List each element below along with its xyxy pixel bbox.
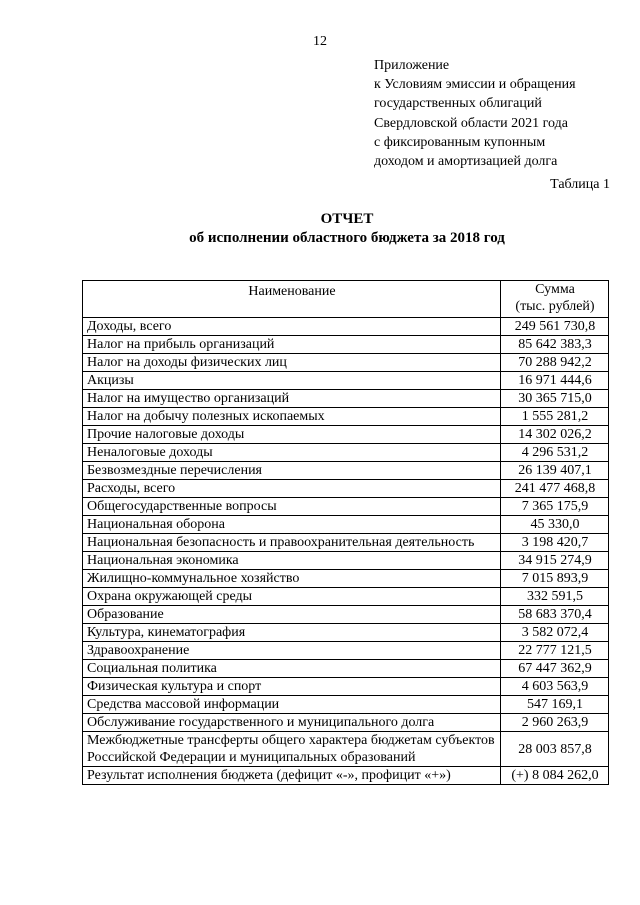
row-sum: 332 591,5 bbox=[501, 588, 609, 606]
table-row bbox=[83, 498, 609, 516]
table-row bbox=[83, 606, 609, 624]
row-sum: 26 139 407,1 bbox=[501, 462, 609, 480]
row-name: Национальная безопасность и правоохранительная деятельность bbox=[83, 534, 501, 552]
header-name: Наименование bbox=[83, 281, 501, 318]
row-name: Расходы, всего bbox=[83, 480, 501, 498]
row-name: Неналоговые доходы bbox=[83, 444, 501, 462]
table-row bbox=[83, 552, 609, 570]
row-name: Прочие налоговые доходы bbox=[83, 426, 501, 444]
table-row bbox=[83, 642, 609, 660]
row-name: Охрана окружающей среды bbox=[83, 588, 501, 606]
row-name: Жилищно-коммунальное хозяйство bbox=[83, 570, 501, 588]
row-sum: 30 365 715,0 bbox=[501, 390, 609, 408]
appendix-line: доходом и амортизацией долга bbox=[374, 154, 558, 170]
row-name: Налог на доходы физических лиц bbox=[83, 354, 501, 372]
budget-table bbox=[82, 280, 609, 785]
table-row bbox=[83, 588, 609, 606]
report-title-block bbox=[0, 210, 640, 248]
table-row bbox=[83, 480, 609, 498]
table-row bbox=[83, 390, 609, 408]
appendix-line: к Условиям эмиссии и обращения bbox=[374, 77, 576, 93]
table-row bbox=[83, 678, 609, 696]
table-row bbox=[83, 732, 609, 767]
appendix-line: с фиксированным купонным bbox=[374, 134, 546, 150]
table-row bbox=[83, 462, 609, 480]
table-row bbox=[83, 570, 609, 588]
table-row bbox=[83, 696, 609, 714]
row-sum: 3 198 420,7 bbox=[501, 534, 609, 552]
row-sum: 70 288 942,2 bbox=[501, 354, 609, 372]
report-subtitle: об исполнении областного бюджета за 2018 год bbox=[189, 230, 505, 246]
table-row bbox=[83, 767, 609, 785]
report-title: ОТЧЕТ bbox=[320, 211, 374, 227]
table-row bbox=[83, 354, 609, 372]
row-sum: 22 777 121,5 bbox=[501, 642, 609, 660]
table-body bbox=[83, 318, 609, 785]
row-sum: 1 555 281,2 bbox=[501, 408, 609, 426]
table-row bbox=[83, 318, 609, 336]
row-name: Налог на имущество организаций bbox=[83, 390, 501, 408]
row-name: Физическая культура и спорт bbox=[83, 678, 501, 696]
table-row bbox=[83, 714, 609, 732]
table-row bbox=[83, 534, 609, 552]
appendix-line: Приложение bbox=[374, 58, 450, 73]
table-row bbox=[83, 516, 609, 534]
row-sum: 7 365 175,9 bbox=[501, 498, 609, 516]
row-name: Обслуживание государственного и муниципального долга bbox=[83, 714, 501, 732]
table-row bbox=[83, 408, 609, 426]
row-name: Доходы, всего bbox=[83, 318, 501, 336]
row-sum: 2 960 263,9 bbox=[501, 714, 609, 732]
page-number: 12 bbox=[313, 34, 327, 49]
table-row bbox=[83, 624, 609, 642]
row-name: Акцизы bbox=[83, 372, 501, 390]
row-sum: (+) 8 084 262,0 bbox=[501, 767, 609, 785]
table-row bbox=[83, 336, 609, 354]
row-name: Национальная оборона bbox=[83, 516, 501, 534]
row-sum: 58 683 370,4 bbox=[501, 606, 609, 624]
appendix-line: Свердловской области 2021 года bbox=[374, 115, 568, 131]
row-name: Образование bbox=[83, 606, 501, 624]
row-name: Культура, кинематография bbox=[83, 624, 501, 642]
header-sum: Сумма (тыс. рублей) bbox=[501, 281, 609, 318]
row-name: Общегосударственные вопросы bbox=[83, 498, 501, 516]
row-name: Налог на прибыль организаций bbox=[83, 336, 501, 354]
table-row bbox=[83, 660, 609, 678]
row-name: Налог на добычу полезных ископаемых bbox=[83, 408, 501, 426]
row-sum: 85 642 383,3 bbox=[501, 336, 609, 354]
row-sum: 3 582 072,4 bbox=[501, 624, 609, 642]
row-name: Результат исполнения бюджета (дефицит «-», профицит «+») bbox=[83, 767, 501, 785]
row-sum: 45 330,0 bbox=[501, 516, 609, 534]
row-sum: 547 169,1 bbox=[501, 696, 609, 714]
row-sum: 16 971 444,6 bbox=[501, 372, 609, 390]
table-header-row bbox=[83, 281, 609, 318]
table-row bbox=[83, 426, 609, 444]
row-sum: 14 302 026,2 bbox=[501, 426, 609, 444]
row-sum: 249 561 730,8 bbox=[501, 318, 609, 336]
row-sum: 28 003 857,8 bbox=[501, 732, 609, 767]
row-sum: 4 296 531,2 bbox=[501, 444, 609, 462]
row-name: Межбюджетные трансферты общего характера бюджетам субъектов Российской Федерации и муниципальных образований bbox=[83, 732, 501, 767]
row-name: Безвозмездные перечисления bbox=[83, 462, 501, 480]
table-label: Таблица 1 bbox=[550, 177, 610, 192]
row-sum: 4 603 563,9 bbox=[501, 678, 609, 696]
row-sum: 67 447 362,9 bbox=[501, 660, 609, 678]
row-sum: 7 015 893,9 bbox=[501, 570, 609, 588]
table-row bbox=[83, 444, 609, 462]
table-row bbox=[83, 372, 609, 390]
appendix-note bbox=[374, 56, 576, 171]
row-name: Социальная политика bbox=[83, 660, 501, 678]
row-sum: 241 477 468,8 bbox=[501, 480, 609, 498]
row-name: Здравоохранение bbox=[83, 642, 501, 660]
row-name: Национальная экономика bbox=[83, 552, 501, 570]
row-sum: 34 915 274,9 bbox=[501, 552, 609, 570]
row-name: Средства массовой информации bbox=[83, 696, 501, 714]
appendix-line: государственных облигаций bbox=[374, 96, 542, 112]
